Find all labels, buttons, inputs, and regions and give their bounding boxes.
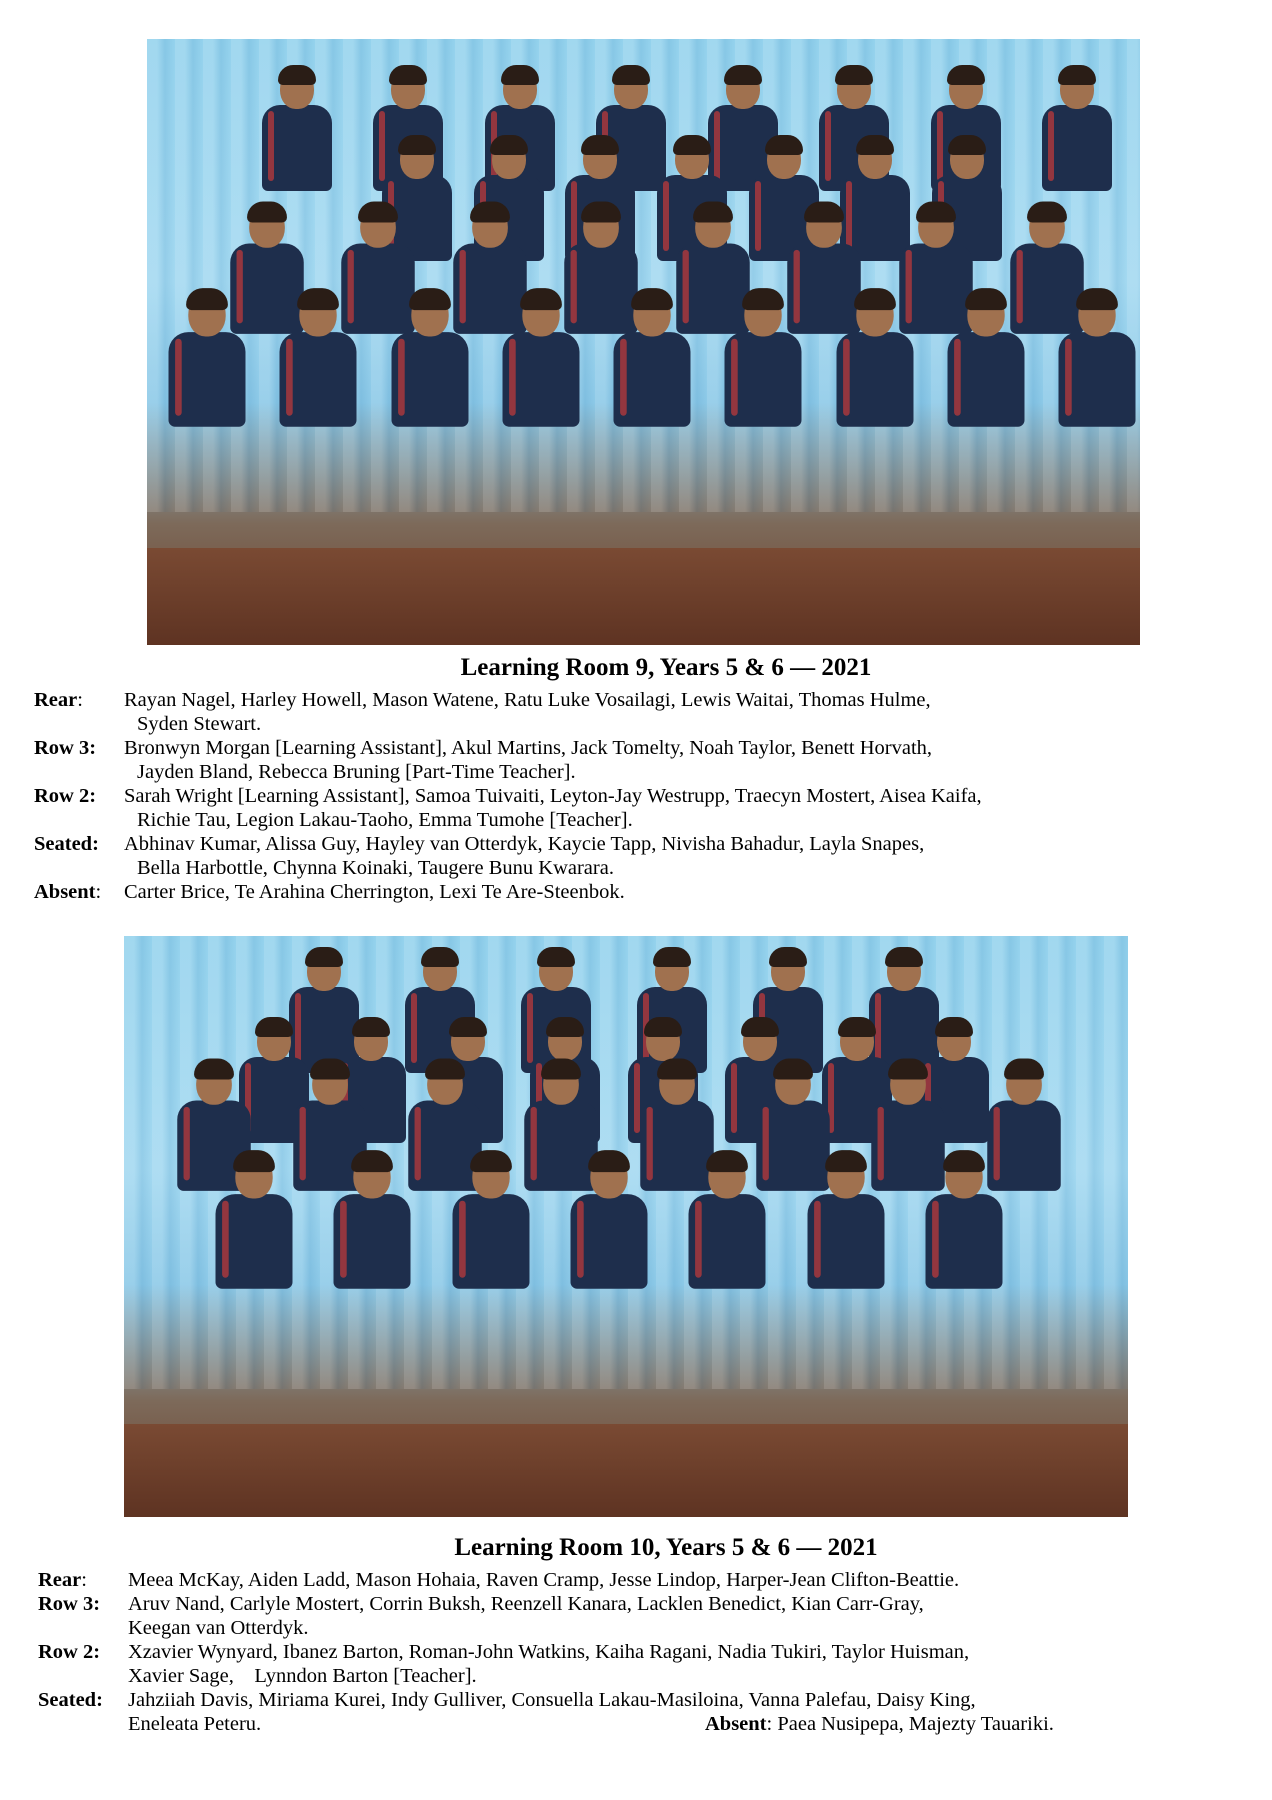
label-row-2: Row 2:	[34, 785, 97, 807]
label-row-3: Row 3:	[34, 737, 97, 759]
label-rear: Rear:	[38, 1569, 87, 1591]
class-photo-room-10	[124, 936, 1128, 1517]
person-silhouette	[920, 1155, 1008, 1298]
person-silhouette	[1037, 69, 1117, 199]
person-silhouette	[274, 293, 362, 436]
row-2-names-cont: Xavier Sage, Lynndon Barton [Teacher].	[128, 1665, 477, 1687]
caption-room-9: Learning Room 9, Years 5 & 6 — 2021	[460, 654, 872, 681]
absent-names: Paea Nusipepa, Majezty Tauariki.	[777, 1713, 1054, 1735]
person-silhouette	[1053, 293, 1140, 436]
label-row-2: Row 2:	[38, 1641, 101, 1663]
person-silhouette	[942, 293, 1030, 436]
stage-floor	[147, 548, 1140, 645]
seated-names: Jahziiah Davis, Miriama Kurei, Indy Gulliver, Consuella Lakau-Masiloina, Vanna Palefau, Daisy King,	[128, 1689, 976, 1711]
person-silhouette	[257, 69, 337, 199]
label-rear: Rear:	[34, 689, 83, 711]
label-absent: Absent:	[34, 881, 102, 903]
label-absent: Absent	[705, 1713, 767, 1735]
seated-names: Abhinav Kumar, Alissa Guy, Hayley van Otterdyk, Kaycie Tapp, Nivisha Bahadur, Layla Snapes,	[124, 833, 925, 855]
person-silhouette	[608, 293, 696, 436]
seated-names-cont: Bella Harbottle, Chynna Koinaki, Taugere Bunu Kwarara.	[137, 857, 614, 879]
seated-names-cont: Eneleata Peteru.	[128, 1713, 262, 1735]
rear-names: Meea McKay, Aiden Ladd, Mason Hohaia, Raven Cramp, Jesse Lindop, Harper-Jean Clifton-Beattie.	[128, 1569, 960, 1591]
absent-note: Absent: Paea Nusipepa, Majezty Tauariki.	[705, 1713, 1054, 1735]
row-3-names-cont: Keegan van Otterdyk.	[128, 1617, 309, 1639]
person-silhouette	[497, 293, 585, 436]
person-silhouette	[163, 293, 251, 436]
person-silhouette	[447, 1155, 535, 1298]
label-seated: Seated:	[38, 1689, 103, 1711]
row-2-names-cont: Richie Tau, Legion Lakau-Taoho, Emma Tumohe [Teacher].	[137, 809, 633, 831]
person-silhouette	[565, 1155, 653, 1298]
person-silhouette	[831, 293, 919, 436]
roster-room-9	[34, 688, 1254, 904]
label-row-3: Row 3:	[38, 1593, 101, 1615]
absent-names: Carter Brice, Te Arahina Cherrington, Lexi Te Are-Steenbok.	[124, 881, 625, 903]
person-silhouette	[328, 1155, 416, 1298]
roster-room-10	[38, 1568, 1258, 1736]
rear-names-cont: Syden Stewart.	[137, 713, 262, 735]
person-silhouette	[210, 1155, 298, 1298]
row-3-names-cont: Jayden Bland, Rebecca Bruning [Part-Time Teacher].	[137, 761, 576, 783]
row-3-names: Aruv Nand, Carlyle Mostert, Corrin Buksh, Reenzell Kanara, Lacklen Benedict, Kian Carr-Gray,	[128, 1593, 924, 1615]
caption-room-10: Learning Room 10, Years 5 & 6 — 2021	[454, 1534, 878, 1561]
stage-floor	[124, 1424, 1128, 1517]
person-silhouette	[683, 1155, 771, 1298]
class-photo-room-9	[147, 39, 1140, 645]
row-2-names: Xzavier Wynyard, Ibanez Barton, Roman-John Watkins, Kaiha Ragani, Nadia Tukiri, Taylor Huisman,	[128, 1641, 970, 1663]
person-silhouette	[719, 293, 807, 436]
label-seated: Seated:	[34, 833, 99, 855]
person-silhouette	[386, 293, 474, 436]
row-2-names: Sarah Wright [Learning Assistant], Samoa Tuivaiti, Leyton-Jay Westrupp, Traecyn Mostert, Aisea Kaifa,	[124, 785, 982, 807]
rear-names: Rayan Nagel, Harley Howell, Mason Watene, Ratu Luke Vosailagi, Lewis Waitai, Thomas Hulme,	[124, 689, 931, 711]
person-silhouette	[802, 1155, 890, 1298]
row-3-names: Bronwyn Morgan [Learning Assistant], Akul Martins, Jack Tomelty, Noah Taylor, Benett Horvath,	[124, 737, 933, 759]
